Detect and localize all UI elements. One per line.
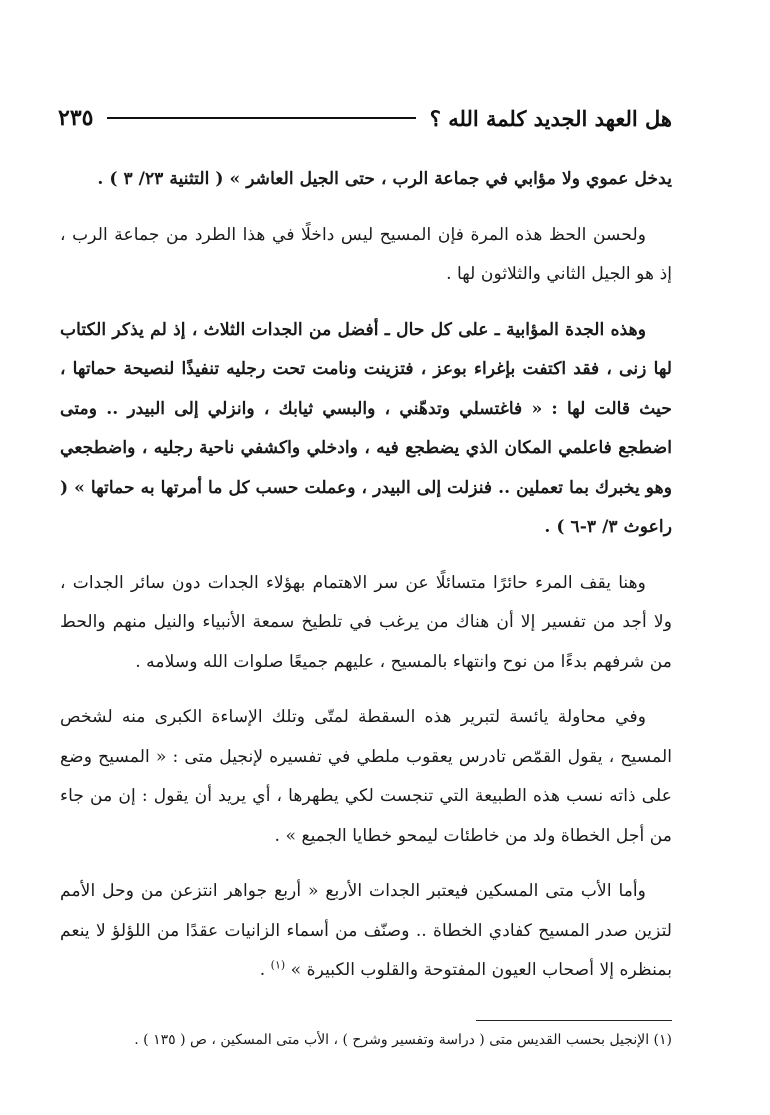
paragraph-2: ولحسن الحظ هذه المرة فإن المسيح ليس داخلًا في هذا الطرد من جماعة الرب ، إذ هو الجيل الثاني والثلاثون لها .: [60, 224, 672, 284]
running-header: [58, 100, 672, 136]
paragraph-6: وأما الأب متى المسكين فيعتبر الجدات الأربع « أربع جواهر انتزعن من وحل الأمم لتزين صدر المسيح كفادي الخطاة .. وصنّف من أسماء الزانيات عقدًا من اللؤلؤ لا ينعم بمنظره إلا أصحاب العيون المفتوحة والقلوب الكبيرة » $^{(١)}$ .: [60, 881, 672, 980]
footnote-divider: [476, 1020, 672, 1021]
footnote-ref: (١): [270, 958, 286, 972]
footnote: (١) الإنجيل بحسب القديس متى ( دراسة وتفسير وشرح ) ، الأب متى المسكين ، ص ( ١٣٥ ) .: [134, 1032, 672, 1048]
paragraph-6-text: وأما الأب متى المسكين فيعتبر الجدات الأربع « أربع جواهر انتزعن من وحل الأمم لتزين صدر المسيح كفادي الخطاة .. وصنّف من أسماء الزانيات عقدًا من اللؤلؤ لا ينعم بمنظره إلا أصحاب العيون المفتوحة والقلوب الكبيرة »: [60, 881, 672, 980]
paragraph-3: وهذه الجدة المؤابية ـ على كل حال ـ أفضل من الجدات الثلاث ، إذ لم يذكر الكتاب لها زنى ، فقد اكتفت بإغراء بوعز ، فتزينت ونامت تحت رجليه تنفيذًا لنصيحة حماتها ، حيث قالت لها : « فاغتسلي وتدهّني ، والبسي ثيابك ، وانزلي إلى البيدر .. ومتى اضطجع فاعلمي المكان الذي يضطجع فيه ، وادخلي واكشفي ناحية رجليه ، واضطجعي وهو يخبرك بما تعملين .. فنزلت إلى البيدر ، وعملت حسب كل ما أمرتها به حماتها » ( راعوث ٣/ ٣-٦ ) .: [60, 319, 672, 537]
paragraph-1: يدخل عموي ولا مؤابي في جماعة الرب ، حتى الجيل العاشر » ( التثنية ٢٣/ ٣ ) .: [97, 169, 672, 189]
header-title: هل العهد الجديد كلمة الله ؟: [429, 105, 672, 131]
paragraph-5: وفي محاولة يائسة لتبرير هذه السقطة لمتّى وتلك الإساءة الكبرى منه لشخص المسيح ، يقول القمّص تادرس يعقوب ملطي في تفسيره لإنجيل متى : « المسيح وضع على ذاته نسب هذه الطبيعة التي تنجست لكي يطهرها ، أي يريد أن يقول : إن من جاء من أجل الخطاة ولد من خاطئات ليمحو خطايا الجميع » .: [60, 707, 672, 846]
header-rule: [107, 117, 415, 119]
paragraph-4: وهنا يقف المرء حائرًا متسائلًا عن سر الاهتمام بهؤلاء الجدات دون سائر الجدات ، ولا أجد من تفسير إلا أن هناك من يرغب في تلطيخ سمعة الأنبياء والنيل منهم والحط من شرفهم بدءًا من نوح وانتهاء بالمسيح ، عليهم جميعًا صلوات الله وسلامه .: [60, 572, 672, 672]
body-text: [60, 160, 672, 991]
page-number: ٢٣٥: [58, 105, 94, 131]
